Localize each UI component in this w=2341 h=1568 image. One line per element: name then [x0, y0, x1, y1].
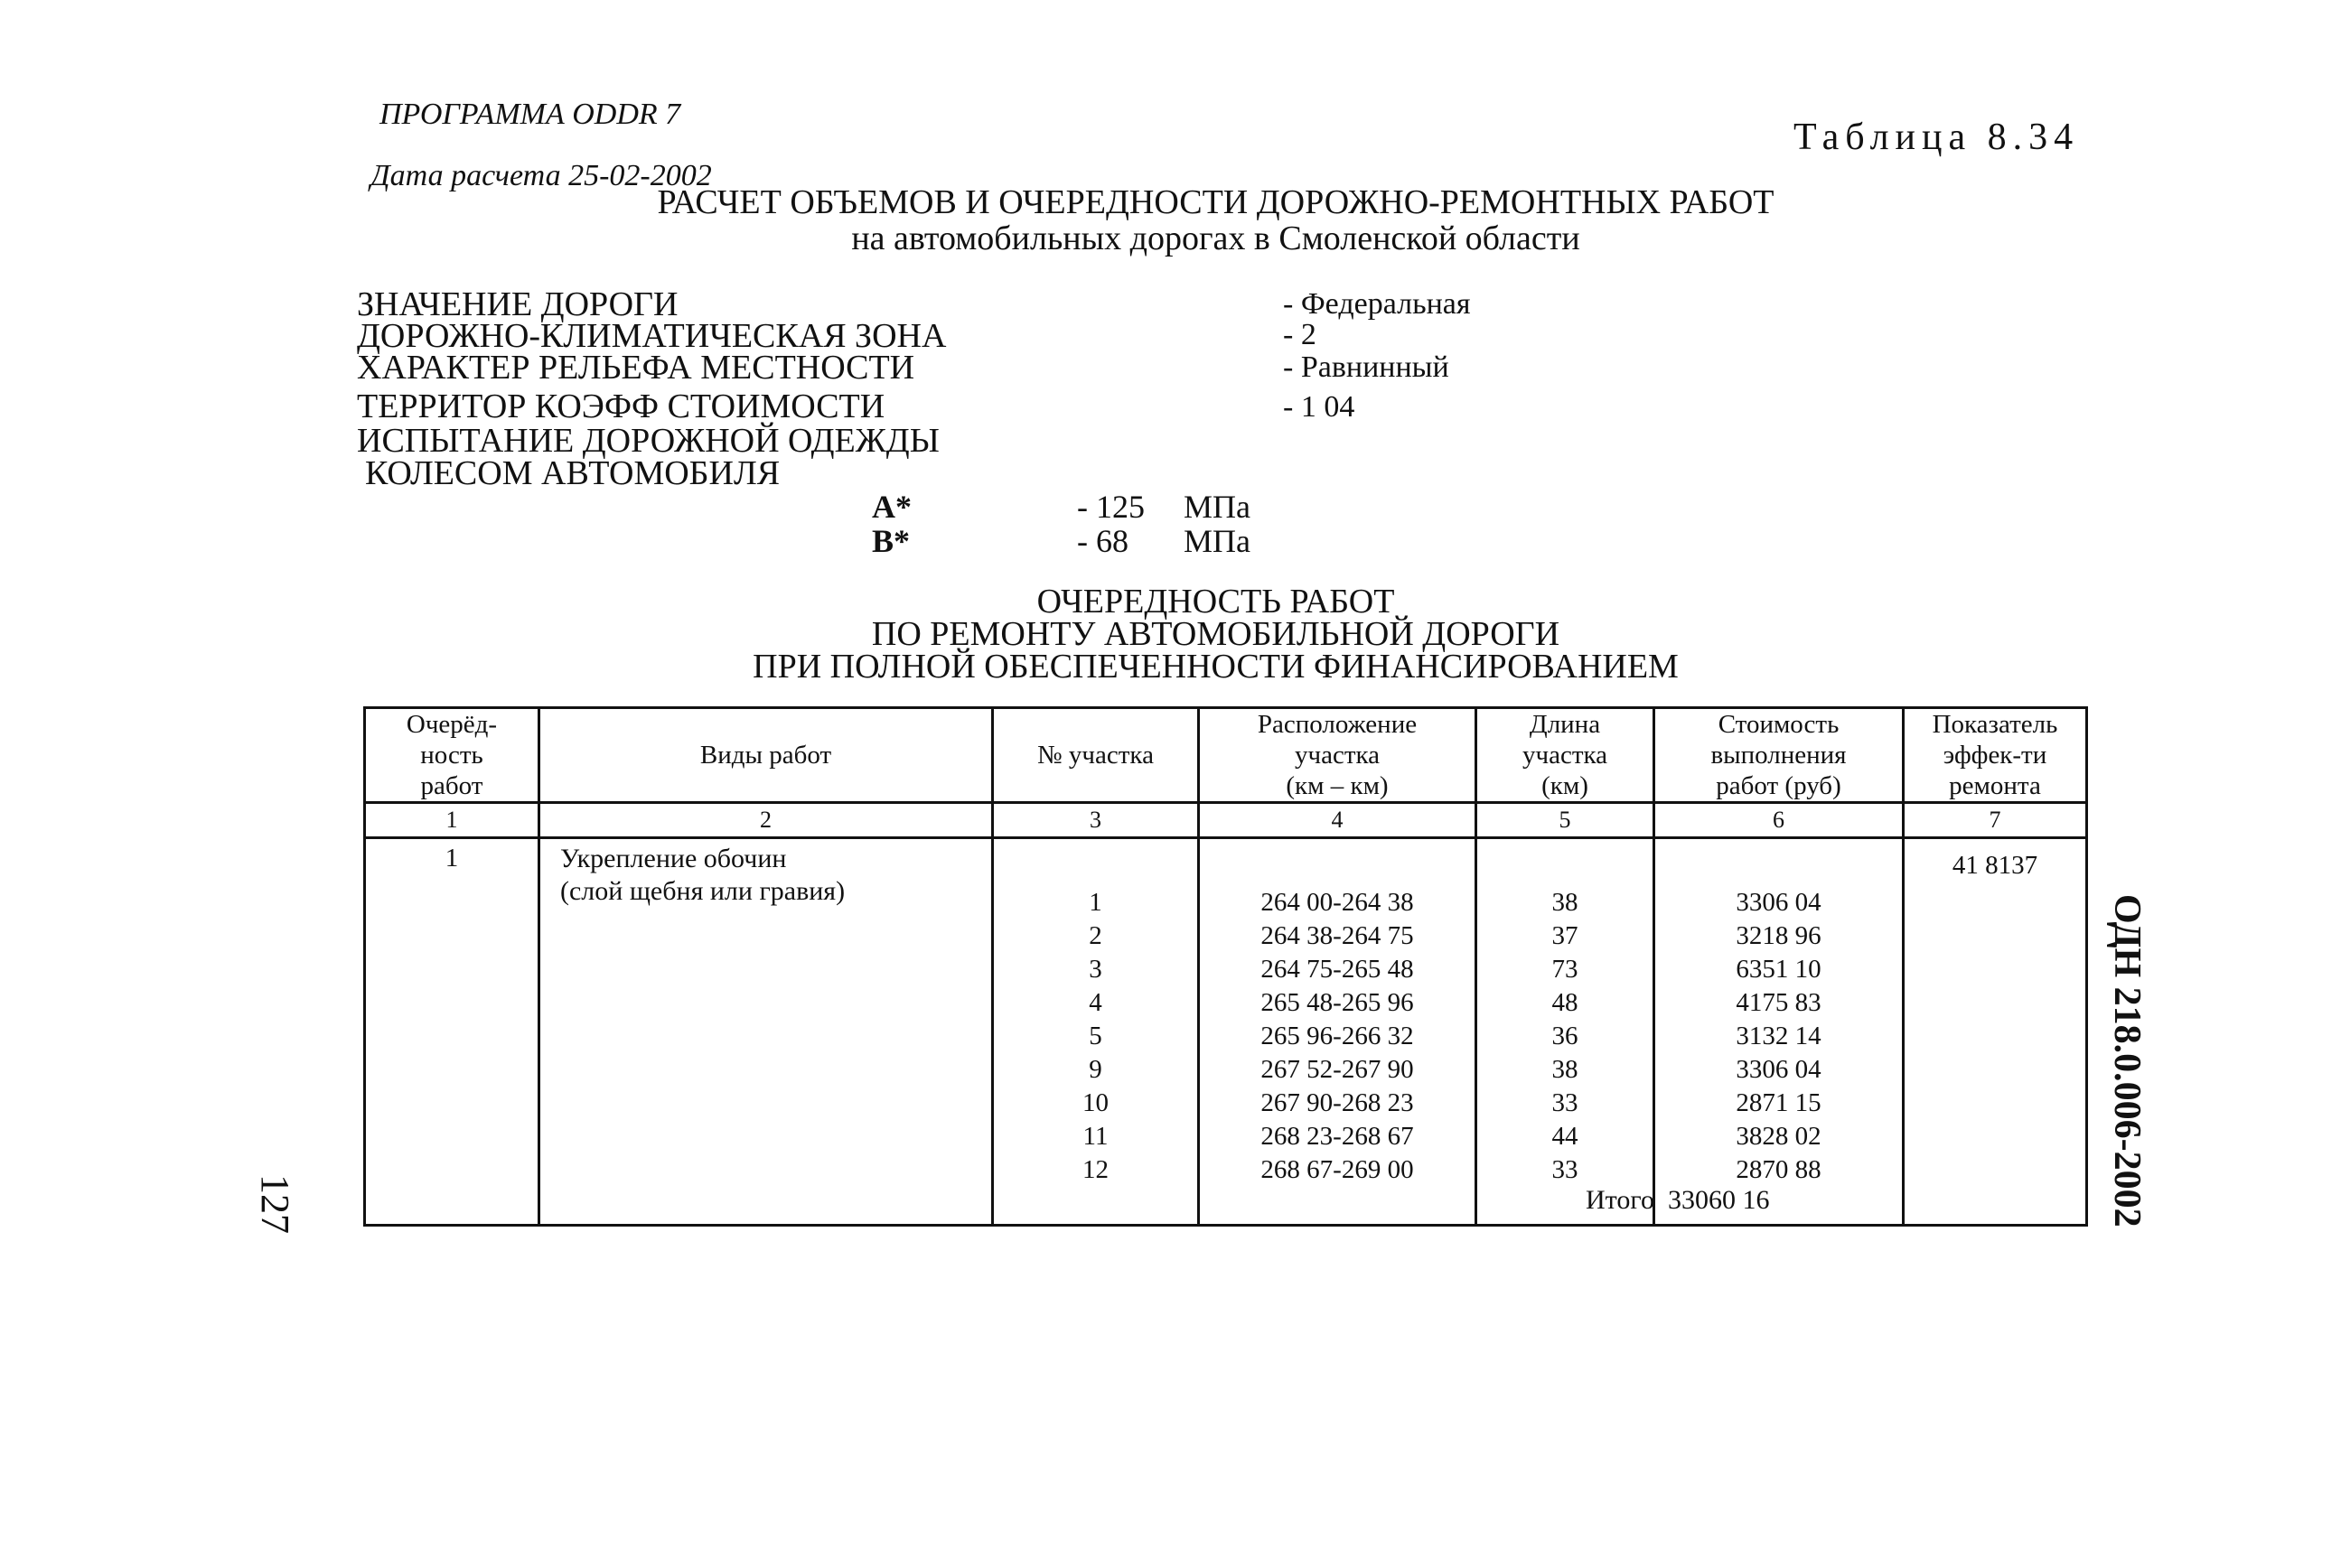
length-cell: [1476, 838, 1654, 1226]
cost-cell: [1654, 838, 1904, 1226]
section-no-list: [994, 886, 1197, 1187]
test-letter-b: В*: [872, 523, 911, 559]
column-number-row: [365, 803, 2087, 838]
cost: 2871 15: [1736, 1088, 1821, 1117]
title-line-1: РАСЧЕТ ОБЪЕМОВ И ОЧЕРЕДНОСТИ ДОРОЖНО-РЕМОНТНЫХ РАБОТ: [657, 183, 1774, 221]
location: 264 38-264 75: [1260, 921, 1414, 950]
section-no: 11: [1082, 1122, 1109, 1151]
header-efficiency: Показатель эффек-ти ремонта: [1904, 708, 2087, 803]
test-value-a: - 125: [1077, 489, 1145, 525]
location: 267 90-268 23: [1260, 1088, 1414, 1117]
length: 48: [1551, 988, 1578, 1017]
col-number: 6: [1654, 803, 1904, 838]
length: 36: [1551, 1022, 1578, 1050]
section-no-cell: [993, 838, 1199, 1226]
test-letter-a: А*: [872, 489, 912, 525]
work-type-line-2: (слой щебня или гравия): [560, 876, 846, 906]
header-section-no: № участка: [993, 708, 1199, 803]
location: 267 52-267 90: [1260, 1055, 1414, 1084]
length-list: [1477, 886, 1653, 1187]
table-number: Таблица 8.34: [1793, 117, 2080, 158]
order-cell: [365, 838, 539, 1226]
section-no: 3: [1089, 955, 1102, 984]
section-no: 10: [1082, 1088, 1109, 1117]
location: 265 48-265 96: [1260, 988, 1414, 1017]
efficiency-cell: [1904, 838, 2087, 1226]
length: 37: [1551, 921, 1578, 950]
cost-list: [1655, 886, 1902, 1187]
section-no: 4: [1089, 988, 1102, 1017]
param-value-relief: - Равнинный: [1283, 350, 1449, 384]
location: 268 23-268 67: [1260, 1122, 1414, 1151]
location: 268 67-269 00: [1260, 1155, 1414, 1184]
param-value-road-significance: - Федеральная: [1283, 287, 1471, 321]
col-number: 7: [1904, 803, 2087, 838]
location: 264 75-265 48: [1260, 955, 1414, 984]
works-table: [363, 706, 2088, 1227]
cost: 3306 04: [1736, 1055, 1821, 1084]
table-body-row: [365, 838, 2087, 1226]
title-line-2: на автомобильных дорогах в Смоленской области: [851, 219, 1580, 257]
col-number: 2: [539, 803, 993, 838]
work-type-cell: [539, 838, 993, 1226]
param-value-cost-coefficient: - 1 04: [1283, 390, 1355, 424]
section-title-line-2: ПО РЕМОНТУ АВТОМОБИЛЬНОЙ ДОРОГИ: [871, 615, 1560, 653]
calculation-date: Дата расчета 25-02-2002: [370, 159, 712, 192]
col-number: 4: [1199, 803, 1476, 838]
efficiency-value: 41 8137: [1952, 851, 2038, 880]
cost: 3218 96: [1736, 921, 1821, 950]
cost: 2870 88: [1736, 1155, 1821, 1184]
page-number: 127: [253, 1174, 297, 1234]
section-no: 12: [1082, 1155, 1109, 1184]
cost: 3132 14: [1736, 1022, 1821, 1050]
test-unit-a: МПа: [1184, 489, 1250, 525]
length: 38: [1551, 888, 1578, 917]
col-number: 3: [993, 803, 1199, 838]
header-location: Расположение участка (км – км): [1199, 708, 1476, 803]
program-label: ПРОГРАММА ODDR 7: [379, 98, 681, 131]
length: 33: [1551, 1155, 1578, 1184]
test-unit-b: МПа: [1184, 523, 1250, 559]
header-order: Очерёд- ность работ: [365, 708, 539, 803]
param-label-road-significance: ЗНАЧЕНИЕ ДОРОГИ: [357, 285, 679, 323]
section-title-line-1: ОЧЕРЕДНОСТЬ РАБОТ: [1036, 583, 1395, 621]
col-number: 5: [1476, 803, 1654, 838]
col-number: 1: [365, 803, 539, 838]
cost: 4175 83: [1736, 988, 1821, 1017]
section-title: [0, 583, 2341, 686]
total-line: Итого 33060 16: [1586, 1185, 1770, 1215]
table-header-row: [365, 708, 2087, 803]
header-work-type: Виды работ: [539, 708, 993, 803]
location-cell: [1199, 838, 1476, 1226]
location: 265 96-266 32: [1260, 1022, 1414, 1050]
param-label-cost-coefficient: ТЕРРИТОР КОЭФФ СТОИМОСТИ: [357, 387, 885, 425]
test-value-b: - 68: [1077, 523, 1128, 559]
length: 38: [1551, 1055, 1578, 1084]
document-code: ОДН 218.0.006-2002: [2106, 894, 2148, 1227]
param-label-wheel: КОЛЕСОМ АВТОМОБИЛЯ: [365, 454, 781, 492]
section-no: 1: [1089, 888, 1102, 917]
section-no: 9: [1089, 1055, 1102, 1084]
document-title: [0, 184, 2341, 257]
param-value-climate-zone: - 2: [1283, 318, 1316, 351]
cost: 6351 10: [1736, 955, 1821, 984]
work-type-line-1: Укрепление обочин: [560, 844, 787, 873]
order-value: 1: [445, 844, 459, 873]
param-label-pavement-test: ИСПЫТАНИЕ ДОРОЖНОЙ ОДЕЖДЫ: [357, 422, 940, 460]
section-no: 2: [1089, 921, 1102, 950]
length: 73: [1551, 955, 1578, 984]
header-length: Длина участка (км): [1476, 708, 1654, 803]
cost: 3828 02: [1736, 1122, 1821, 1151]
param-label-climate-zone: ДОРОЖНО-КЛИМАТИЧЕСКАЯ ЗОНА: [357, 317, 947, 355]
header-cost: Стоимость выполнения работ (руб): [1654, 708, 1904, 803]
length: 44: [1551, 1122, 1578, 1151]
length: 33: [1551, 1088, 1578, 1117]
param-label-relief: ХАРАКТЕР РЕЛЬЕФА МЕСТНОСТИ: [357, 349, 915, 387]
location: 264 00-264 38: [1260, 888, 1414, 917]
section-title-line-3: ПРИ ПОЛНОЙ ОБЕСПЕЧЕННОСТИ ФИНАНСИРОВАНИЕМ: [753, 648, 1679, 686]
location-list: [1200, 886, 1475, 1187]
cost: 3306 04: [1736, 888, 1821, 917]
section-no: 5: [1089, 1022, 1102, 1050]
